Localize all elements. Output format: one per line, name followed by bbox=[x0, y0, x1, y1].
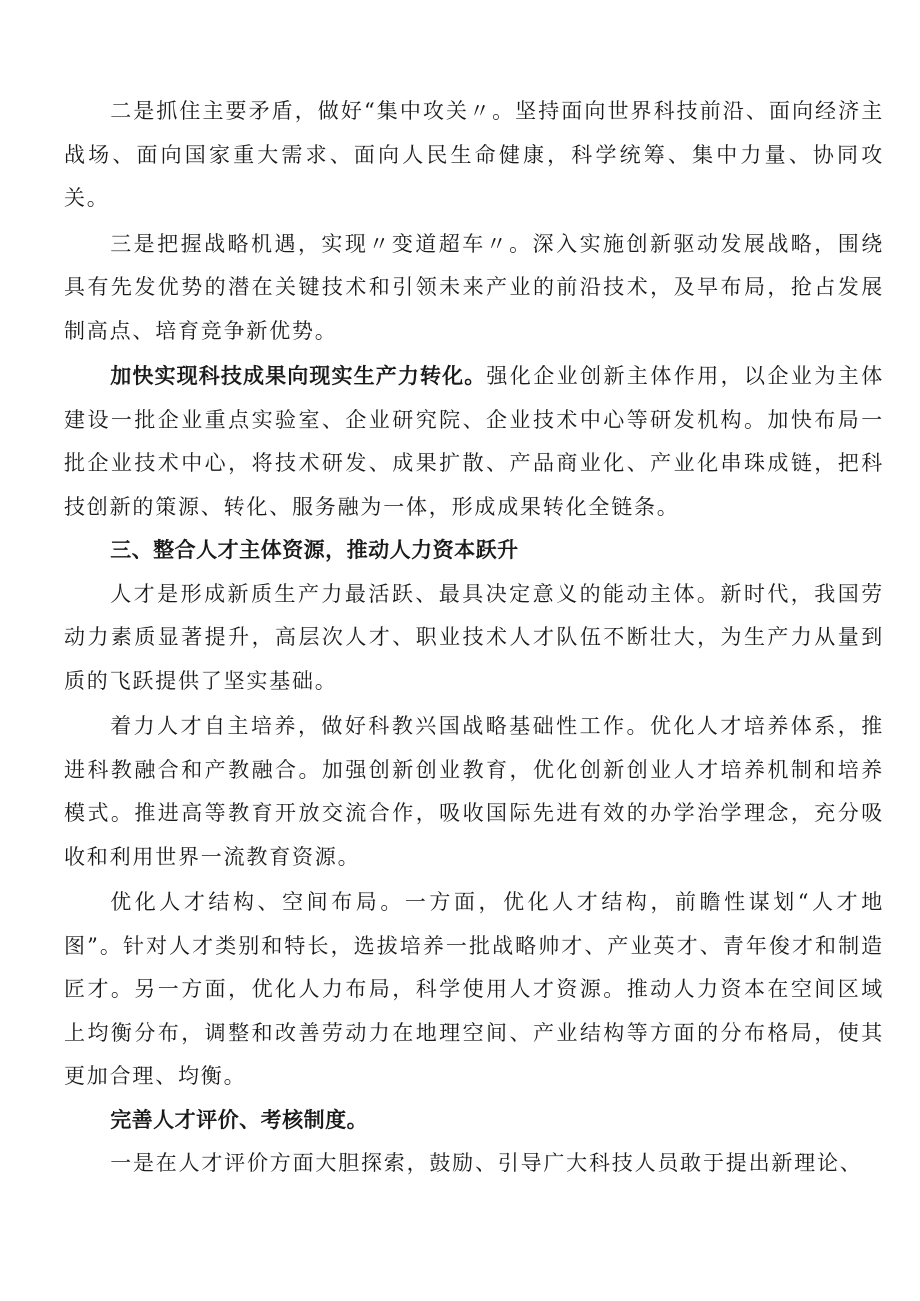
paragraph-talent-structure: 优化人才结构、空间布局。一方面，优化人才结构，前瞻性谋划“人才地图”。针对人才类别和特长，选拔培养一批战略帅才、产业英才、青年俊才和制造匠才。另一方面，优化人力布局，科学使用人才资源。推动人力资本在空间区域上均衡分布，调整和改善劳动力在地理空间、产业结构等方面的分布格局，使其更加合理、均衡。 bbox=[64, 890, 884, 1088]
paragraph-focus-breakthrough: 二是抓住主要矛盾，做好“集中攻关〃。坚持面向世界科技前沿、面向经济主战场、面向国家重大需求、面向人民生命健康，科学统筹、集中力量、协同攻关。 bbox=[64, 99, 884, 210]
document-page bbox=[64, 90, 884, 1186]
paragraph-talent-intro: 人才是形成新质生产力最活跃、最具决定意义的能动主体。新时代，我国劳动力素质显著提升，高层次人才、职业技术人才队伍不断壮大，为生产力从量到质的飞跃提供了坚实基础。 bbox=[64, 581, 884, 693]
subheading-evaluation: 完善人才评价、考核制度。 bbox=[110, 1107, 369, 1132]
paragraph-strategic-opportunity: 三是把握战略机遇，实现〃变道超车〃。深入实施创新驱动发展战略，围绕具有先发优势的潜在关键技术和引领未来产业的前沿技术，及早布局，抢占发展制高点、培育竞争新优势。 bbox=[64, 231, 884, 343]
paragraph-lead-heading: 加快实现科技成果向现实生产力转化。 bbox=[110, 364, 487, 388]
paragraph-talent-training: 着力人才自主培养，做好科教兴国战略基础性工作。优化人才培养体系，推进科教融合和产教融合。加强创新创业教育，优化创新创业人才培养机制和培养模式。推进高等教育开放交流合作，吸收国际先进有效的办学治学理念，充分吸收和利用世界一流教育资源。 bbox=[64, 714, 884, 869]
paragraph-evaluation: 一是在人才评价方面大胆探索，鼓励、引导广大科技人员敢于提出新理论、 bbox=[110, 1151, 863, 1175]
paragraph-body: 强化企业创新主体作用，以企业为主体建设一批企业重点实验室、企业研究院、企业技术中心等研发机构。加快布局一批企业技术中心，将技术研发、成果扩散、产品商业化、产业化串珠成链，把科技创新的策源、转化、服务融为一体，形成成果转化全链条。 bbox=[64, 364, 884, 519]
section-heading-talent: 三、整合人才主体资源，推动人力资本跃升 bbox=[110, 538, 519, 562]
paragraph-achievement-transformation bbox=[64, 355, 884, 529]
